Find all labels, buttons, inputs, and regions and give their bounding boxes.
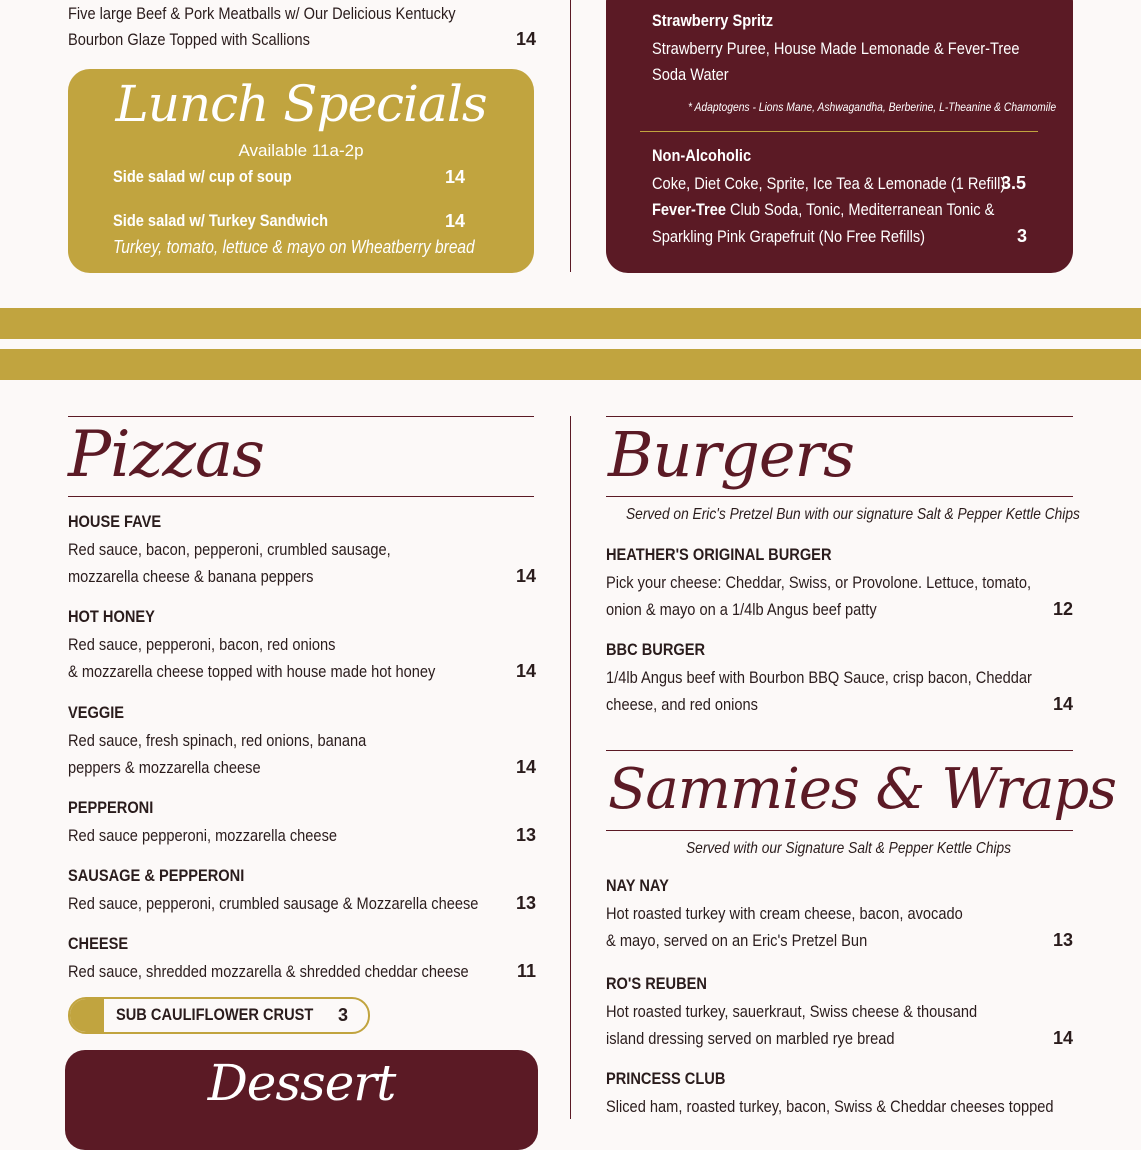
pizza-desc: & mozzarella cheese topped with house made hot honey: [68, 662, 436, 681]
sammie-name: PRINCESS CLUB: [606, 1069, 726, 1088]
fever-tree-line2: Sparkling Pink Grapefruit (No Free Refills): [652, 227, 926, 246]
pizza-price: 13: [515, 893, 536, 913]
burger-price: 12: [1052, 599, 1073, 619]
gold-band-bottom: [0, 349, 1141, 380]
fever-tree-line1: Club Soda, Tonic, Mediterranean Tonic &: [730, 200, 995, 219]
fever-tree-price: 3: [1016, 226, 1027, 246]
pizza-name: VEGGIE: [68, 703, 125, 722]
cauliflower-crust-pill: [68, 997, 370, 1034]
pizza-desc: Red sauce, fresh spinach, red onions, banana: [68, 731, 367, 750]
sammies-rule-bottom: [606, 830, 1073, 831]
burger-price: 14: [1052, 694, 1073, 714]
burgers-title: Burgers: [608, 418, 854, 491]
pizza-desc: Red sauce, pepperoni, crumbled sausage & Mozzarella cheese: [68, 894, 479, 913]
pizza-desc: Red sauce, pepperoni, bacon, red onions: [68, 635, 336, 654]
drinks-gold-rule: [640, 131, 1038, 132]
lunch-specials-box: [68, 69, 534, 273]
pizzas-rule-bottom: [68, 496, 534, 497]
lunch-specials-availability: Available 11a-2p: [238, 141, 364, 160]
spritz-desc-line1: Strawberry Puree, House Made Lemonade & Fever-Tree: [652, 39, 1020, 58]
lunch-item-sandwich-price: 14: [444, 211, 465, 231]
pill-gold-cap: [70, 999, 104, 1032]
meatball-desc-line1: Five large Beef & Pork Meatballs w/ Our Delicious Kentucky: [68, 4, 456, 23]
column-divider-top: [570, 0, 571, 272]
non-alcoholic-heading: Non-Alcoholic: [652, 146, 752, 165]
sammie-name: RO'S REUBEN: [606, 974, 707, 993]
lunch-item-soup: Side salad w/ cup of soup: [113, 167, 292, 186]
sammie-desc: & mayo, served on an Eric's Pretzel Bun: [606, 931, 868, 950]
pizza-name: HOT HONEY: [68, 607, 155, 626]
lunch-item-sandwich-desc: Turkey, tomato, lettuce & mayo on Wheatberry bread: [113, 237, 475, 257]
burger-name: BBC BURGER: [606, 640, 706, 659]
dessert-title: Dessert: [207, 1054, 396, 1112]
pizza-desc: mozzarella cheese & banana peppers: [68, 567, 314, 586]
lunch-item-soup-price: 14: [444, 167, 465, 187]
meatball-desc-line2: Bourbon Glaze Topped with Scallions: [68, 30, 310, 49]
cauliflower-crust-price: 3: [337, 1005, 348, 1025]
sammie-price: 14: [1052, 1028, 1073, 1048]
dessert-box: [65, 1050, 538, 1150]
fever-tree-brand: Fever-Tree: [652, 200, 726, 219]
gold-band-top: [0, 308, 1141, 339]
sammie-desc: island dressing served on marbled rye bread: [606, 1029, 895, 1048]
pizza-desc: Red sauce pepperoni, mozzarella cheese: [68, 826, 338, 845]
meatball-price: 14: [515, 29, 536, 49]
pizza-price: 11: [516, 961, 536, 981]
column-divider-bottom: [570, 416, 571, 1119]
drinks-box: [606, 0, 1073, 273]
pizzas-title: Pizzas: [68, 418, 264, 492]
pizza-price: 14: [515, 757, 536, 777]
sammie-desc: Sliced ham, roasted turkey, bacon, Swiss & Cheddar cheeses topped: [606, 1097, 1054, 1116]
burger-desc: 1/4lb Angus beef with Bourbon BBQ Sauce, crisp bacon, Cheddar: [606, 668, 1032, 687]
burger-desc: cheese, and red onions: [606, 695, 759, 714]
sammie-price: 13: [1052, 930, 1073, 950]
pizza-price: 14: [515, 566, 536, 586]
burger-desc: onion & mayo on a 1/4lb Angus beef patty: [606, 600, 877, 619]
adaptogens-note: * Adaptogens - Lions Mane, Ashwagandha, Berberine, L-Theanine & Chamomile: [688, 100, 1057, 114]
sammie-name: NAY NAY: [606, 876, 669, 895]
pizza-price: 14: [515, 661, 536, 681]
sammie-desc: Hot roasted turkey with cream cheese, bacon, avocado: [606, 904, 963, 923]
pizza-name: CHEESE: [68, 934, 129, 953]
cauliflower-crust-label: SUB CAULIFLOWER CRUST: [116, 1005, 314, 1024]
lunch-specials-title: Lunch Specials: [115, 75, 487, 133]
pizza-name: SAUSAGE & PEPPERONI: [68, 866, 245, 885]
spritz-name: Strawberry Spritz: [652, 11, 774, 30]
pizza-price: 13: [515, 825, 536, 845]
pizza-desc: Red sauce, shredded mozzarella & shredded cheddar cheese: [68, 962, 469, 981]
burgers-subtitle: Served on Eric's Pretzel Bun with our signature Salt & Pepper Kettle Chips: [626, 506, 1080, 523]
pizza-name: PEPPERONI: [68, 798, 154, 817]
pizza-desc: peppers & mozzarella cheese: [68, 758, 261, 777]
sammies-rule-top: [606, 750, 1073, 751]
pizza-desc: Red sauce, bacon, pepperoni, crumbled sausage,: [68, 540, 391, 559]
sodas-price: 3.5: [1000, 173, 1026, 193]
spritz-desc-line2: Soda Water: [652, 65, 729, 84]
burgers-rule-bottom: [606, 496, 1073, 497]
lunch-item-sandwich: Side salad w/ Turkey Sandwich: [113, 211, 329, 230]
pizza-name: HOUSE FAVE: [68, 512, 162, 531]
sammies-title: Sammies & Wraps: [608, 757, 1116, 822]
sammies-subtitle: Served with our Signature Salt & Pepper Kettle Chips: [686, 840, 1012, 857]
sodas-line: Coke, Diet Coke, Sprite, Ice Tea & Lemonade (1 Refill): [652, 174, 1006, 193]
sammie-desc: Hot roasted turkey, sauerkraut, Swiss cheese & thousand: [606, 1002, 978, 1021]
burger-desc: Pick your cheese: Cheddar, Swiss, or Provolone. Lettuce, tomato,: [606, 573, 1032, 592]
burger-name: HEATHER'S ORIGINAL BURGER: [606, 545, 832, 564]
